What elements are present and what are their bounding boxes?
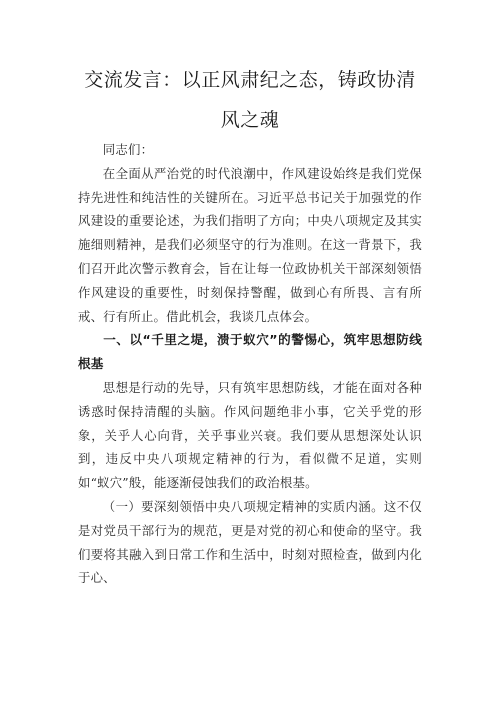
salutation: 同志们： <box>102 142 154 157</box>
title-line-2: 风之魂 <box>220 109 280 131</box>
section-1-paragraph-2: （一）要深刻领悟中央八项规定精神的实质内涵。这不仅是对党员干部行为的规范，更是对党的初心和使命的坚守。我们要将其融入到日常工作和生活中，时刻对照检查，做到内化于心、 <box>78 498 422 586</box>
document-title <box>78 62 422 138</box>
intro-paragraph: 在全面从严治党的时代浪潮中，作风建设始终是我们党保持先进性和纯洁性的关键所在。习近平总书记关于加强党的作风建设的重要论述，为我们指明了方向；中央八项规定及其实施细则精神，是我们必须坚守的行为准则。在这一背景下，我们召开此次警示教育会，旨在让每一位政协机关干部深刻领悟作风建设的重要性，时刻保持警醒，做到心有所畏、言有所戒、行有所止。借此机会，我谈几点体会。 <box>78 165 422 324</box>
section-1-heading: 一、以“千里之堤，溃于蚁穴”的警惕心，筑牢思想防线根基 <box>78 332 422 372</box>
title-line-1: 交流发言：以正风肃纪之态，铸政协清 <box>84 69 416 91</box>
document-body <box>78 138 422 590</box>
section-1-paragraph-1: 思想是行动的先导，只有筑牢思想防线，才能在面对各种诱惑时保持清醒的头脑。作风问题绝非小事，它关乎党的形象，关乎人心向背，关乎事业兴衰。我们要从思想深处认识到，违反中央八项规定精神的行为，看似微不足道，实则如“蚁穴”般，能逐渐侵蚀我们的政治根基。 <box>78 379 422 491</box>
